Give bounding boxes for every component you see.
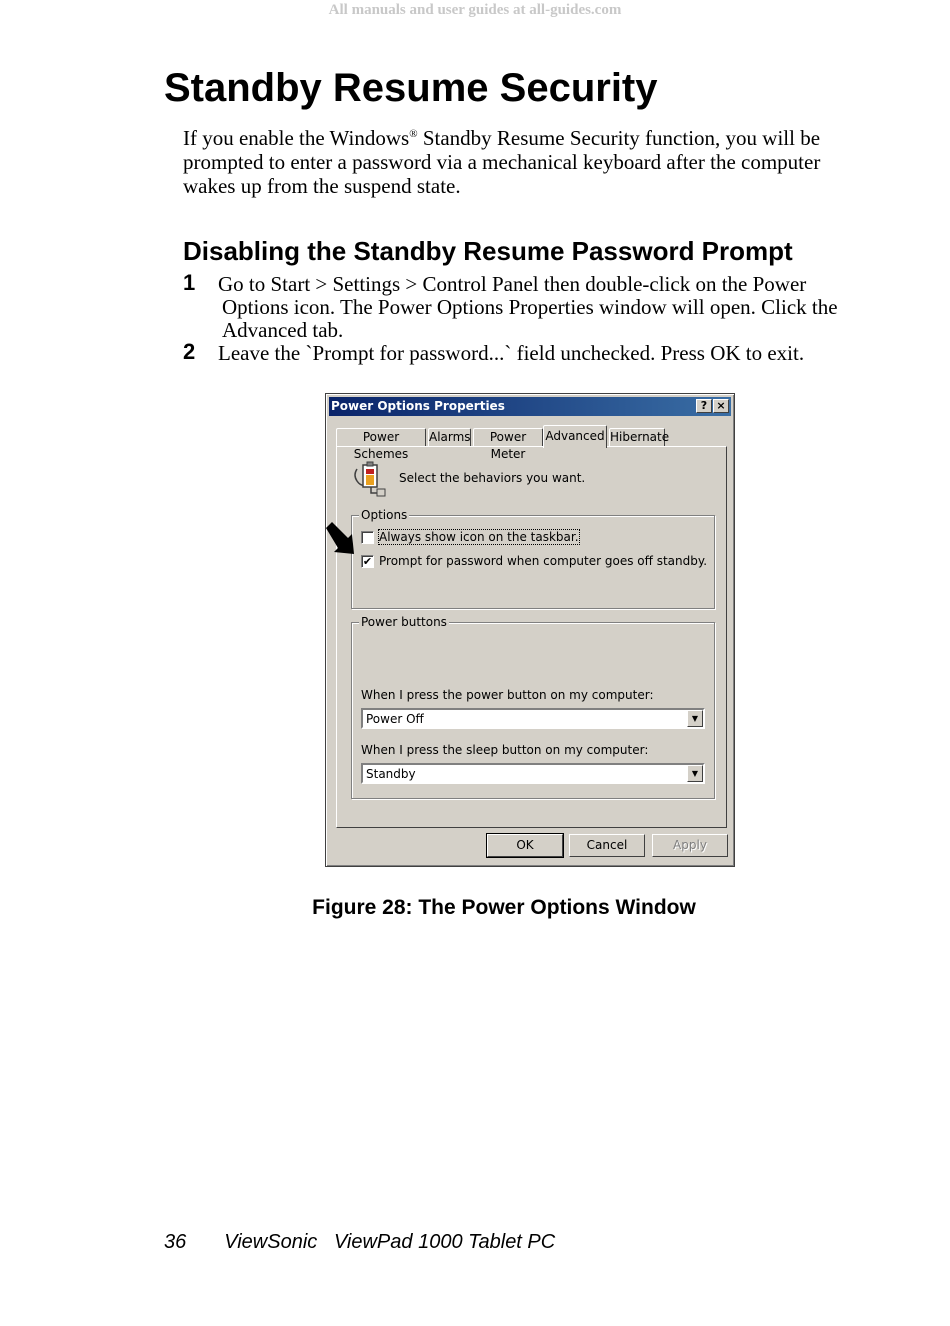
step-text-continued: Options icon. The Power Options Properties window will open. Click the Advanced tab. [222, 295, 838, 342]
prompt-password-label[interactable]: Prompt for password when computer goes off standby. [379, 554, 708, 568]
cancel-button[interactable]: Cancel [569, 834, 645, 857]
figure-caption: Figure 28: The Power Options Window [312, 896, 696, 919]
tab-power-meter[interactable]: Power Meter [473, 428, 543, 447]
options-groupbox [351, 508, 715, 609]
section-title: Disabling the Standby Resume Password Prompt [183, 236, 793, 266]
page-title: Standby Resume Security [164, 66, 658, 110]
power-button-prompt: When I press the power button on my computer: [361, 688, 654, 702]
step-1 [183, 270, 853, 342]
step-text-line1: Leave the `Prompt for password...` field unchecked. Press OK to exit. [218, 341, 805, 365]
step-2 [183, 339, 853, 365]
step-number: 1 [183, 270, 196, 295]
power-buttons-group-label: Power buttons [361, 615, 447, 629]
panel-message: Select the behaviors you want. [399, 471, 586, 485]
apply-button[interactable]: Apply [652, 834, 728, 857]
tab-alarms[interactable]: Alarms [428, 428, 471, 447]
tab-hibernate[interactable]: Hibernate [609, 428, 665, 447]
advanced-tab-panel [336, 446, 727, 828]
chevron-down-icon[interactable]: ▼ [687, 710, 703, 727]
registered-mark: ® [409, 128, 418, 140]
page-number: 36 [164, 1231, 187, 1253]
tab-advanced[interactable]: Advanced [543, 425, 607, 448]
intro-paragraph [183, 126, 863, 198]
prompt-password-checkbox[interactable]: ✔ [362, 555, 373, 568]
power-options-dialog [325, 393, 735, 867]
always-show-icon-checkbox[interactable] [361, 531, 374, 544]
close-button[interactable]: × [713, 399, 729, 413]
intro-text-after: Standby Resume Security function, you will be prompted to enter a password via a mechanical keyboard after the computer wakes up from the suspend state. [183, 126, 821, 198]
tab-power-schemes[interactable]: Power Schemes [336, 428, 426, 447]
power-button-select[interactable] [361, 708, 705, 729]
options-group-label: Options [361, 508, 408, 522]
sleep-button-select[interactable] [361, 763, 705, 784]
always-show-icon-label[interactable]: Always show icon on the taskbar. [379, 530, 579, 544]
step-text-line1: Go to Start > Settings > Control Panel then double-click on the Power [218, 272, 807, 296]
power-buttons-groupbox [351, 615, 715, 799]
sleep-button-prompt: When I press the sleep button on my computer: [361, 743, 649, 757]
pointer-arrow-icon [322, 520, 362, 560]
help-button[interactable]: ? [696, 399, 712, 413]
intro-text-before: If you enable the Windows [183, 126, 410, 150]
step-text [183, 339, 853, 365]
watermark: All manuals and user guides at all-guides.com [328, 2, 622, 18]
step-number: 2 [183, 339, 196, 364]
chevron-down-icon[interactable]: ▼ [687, 765, 703, 782]
power-button-value: Power Off [366, 712, 424, 726]
footer-product: ViewSonic ViewPad 1000 Tablet PC [224, 1231, 556, 1253]
dialog-title: Power Options Properties [331, 399, 505, 413]
sleep-button-value: Standby [366, 767, 416, 781]
dialog-titlebar [329, 397, 731, 416]
ok-button[interactable]: OK [487, 834, 563, 857]
page-footer [164, 1231, 555, 1254]
step-text [183, 270, 853, 342]
power-options-icon [351, 461, 387, 497]
